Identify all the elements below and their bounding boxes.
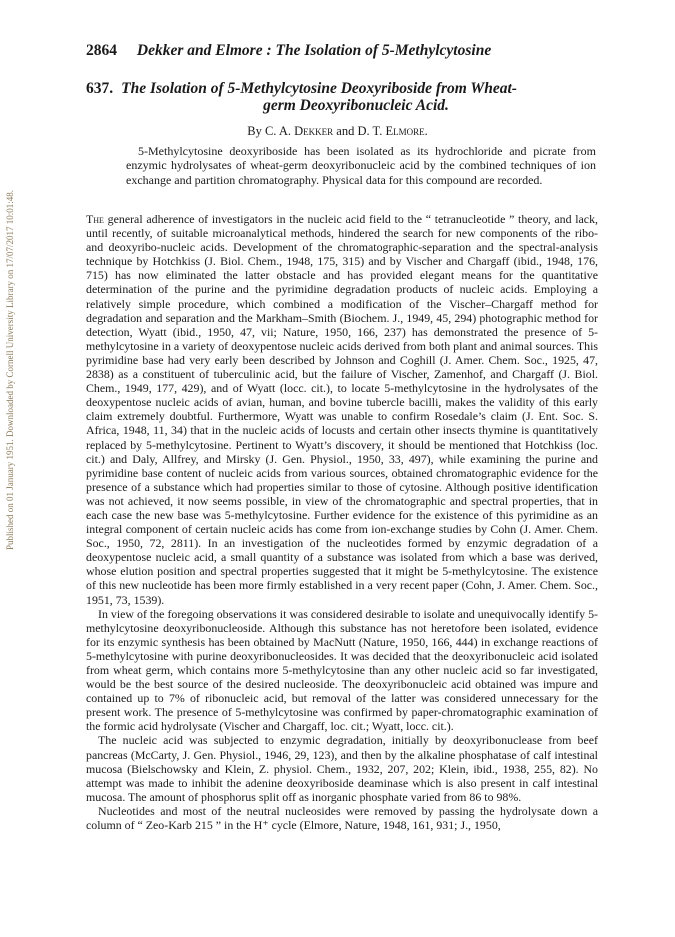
paragraph-3: The nucleic acid was subjected to enzymic degradation, initially by deoxyribonuclease from beef pancreas (McCarty, J. Gen. Physiol., 1946, 29, 123), and then by the alkaline phosphatase of calf intestinal mucosa (Bielschowsky and Klein, Z. physiol. Chem., 1932, 207, 202; Klein, ibid., 1938, 255, 82). No attempt was made to inhibit the adenine deoxyriboside deaminase which is also present in calf intestinal mucosa. The amount of phosphorus split off as inorganic phosphate varied from 86 to 98%. — [86, 733, 598, 804]
title-line-1: The Isolation of 5-Methylcytosine Deoxyriboside from Wheat- — [121, 80, 517, 97]
abstract — [126, 144, 596, 187]
page-number: 2864 — [86, 42, 117, 59]
paragraph-2: In view of the foregoing observations it was considered desirable to isolate and unequivocally identify 5-methylcytosine deoxyribonucleoside. Although this substance has not heretofore been isolated, evidence for its enzymic synthesis has been obtained by MacNutt (Nature, 1950, 166, 444) in exchange reactions of 5-methylcytosine with purine deoxyribonucleosides. It was decided that the deoxyribonucleic acid isolated from wheat germ, which contains more 5-methylcytosine than any other nucleic acid so far investigated, would be the best source of the desired nucleoside. The deoxyribonucleic acid obtained was impure and contained up to 7% of ribonucleic acid, but removal of the latter was considered unnecessary for the present work. The presence of 5-methylcytosine was confirmed by paper-chromatographic examination of the formic acid hydrolysate (Vischer and Chargaff, loc. cit.; Wyatt, locc. cit.). — [86, 606, 598, 734]
download-watermark-text: Published on 01 January 1951. Downloaded by Cornell University Library on 17/07/2017 10:01:48. — [5, 190, 15, 550]
by-label: By — [247, 124, 262, 138]
abstract-text: 5-Methylcytosine deoxyriboside has been isolated as its hydrochloride and picrate from enzymic hydrolysates of wheat-germ deoxyribonucleic acid by the combined techniques of ion exchange and partition chromatography. Physical data for this compound are recorded. — [126, 144, 596, 187]
running-header — [86, 42, 491, 60]
title-line-2: germ Deoxyribonucleic Acid. — [263, 97, 449, 114]
paragraph-1-text: general adherence of investigators in the nucleic acid field to the “ tetranucleotide ” theory, and lack, until recently, of suitable microanalytical methods, hindered the search for new components of the ribo- and deoxyribo-nucleic acids. Development of the chromatographic-separation and the spectral-analysis technique by Hotchkiss (J. Biol. Chem., 1948, 175, 315) and by Vischer and Chargaff (ibid., 1948, 176, 715) has now eliminated the latter obstacle and has provided elegant means for the quantitative determination of the purine and the pyrimidine degradation products of nucleic acids. Employing a relatively simple procedure, which combined a modification of the Vischer–Chargaff method for degradation and separation and the Markham–Smith (Biochem. J., 1949, 45, 294) photographic method for detection, Wyatt (ibid., 1950, 47, vii; Nature, 1950, 166, 237) has demonstrated the presence of 5-methylcytosine in a variety of deoxypentose nucleic acids derived from both plant and animal sources. This pyrimidine base had very early been described by Johnson and Coghill (J. Amer. Chem. Soc., 1925, 47, 2838) as a constituent of tuberculinic acid, but the failure of Vischer, Zamenhof, and Chargaff (J. Biol. Chem., 1949, 177, 429), and of Wyatt (locc. cit.), to locate 5-methylcytosine in the hydrolysates of the deoxypentose nucleic acids of avian, human, and bovine tubercle bacilli, makes the validity of this early claim extremely doubtful. Furthermore, Wyatt was unable to confirm Rosedale’s claim (J. Ent. Soc. S. Africa, 1948, 11, 34) that in the nucleic acids of locusts and certain other insects thymine is quantitatively replaced by 5-methylcytosine. Pertinent to Wyatt’s discovery, it should be mentioned that Hotchkiss (loc. cit.) and Daly, Allfrey, and Mirsky (J. Gen. Physiol., 1950, 33, 497), while examining the purine and pyrimidine base content of nucleic acids from various sources, obtained chromatographic evidence for the presence of a substance which had properties similar to those of cytosine. Although positive identification was not achieved, it now seems possible, in view of the chromatographic and spectral properties, that in each case the new base was 5-methylcytosine. Further evidence for the existence of this pyrimidine as an integral component of certain nucleic acids has come from ion-exchange studies by Cohn (J. Amer. Chem. Soc., 1950, 72, 2811). In an investigation of the nucleotides formed by enzymic degradation of a deoxypentose nucleic acid, a small quantity of a substance was isolated from which a base was derived, whose elution position and spectral properties suggested that it might be 5-methylcytosine. The existence of this new nucleotide has been more firmly established in a very recent paper (Cohn, J. Amer. Chem. Soc., 1951, 73, 1539). — [86, 212, 598, 607]
author-line — [0, 124, 675, 139]
author-2: D. T. Elmore. — [357, 124, 428, 138]
download-watermark — [2, 110, 18, 630]
paragraph-1 — [86, 212, 598, 607]
running-title: Dekker and Elmore : The Isolation of 5-Methylcytosine — [136, 42, 492, 59]
and-label: and — [336, 124, 355, 138]
body-text — [86, 212, 598, 832]
article-number: 637. — [86, 80, 114, 97]
article-title — [86, 80, 606, 114]
first-word: The — [86, 212, 104, 226]
author-1: C. A. Dekker — [264, 124, 334, 138]
paragraph-4: Nucleotides and most of the neutral nucleosides were removed by passing the hydrolysate down a column of “ Zeo-Karb 215 ” in the H⁺ cycle (Elmore, Nature, 1948, 161, 931; J., 1950, — [86, 803, 598, 833]
